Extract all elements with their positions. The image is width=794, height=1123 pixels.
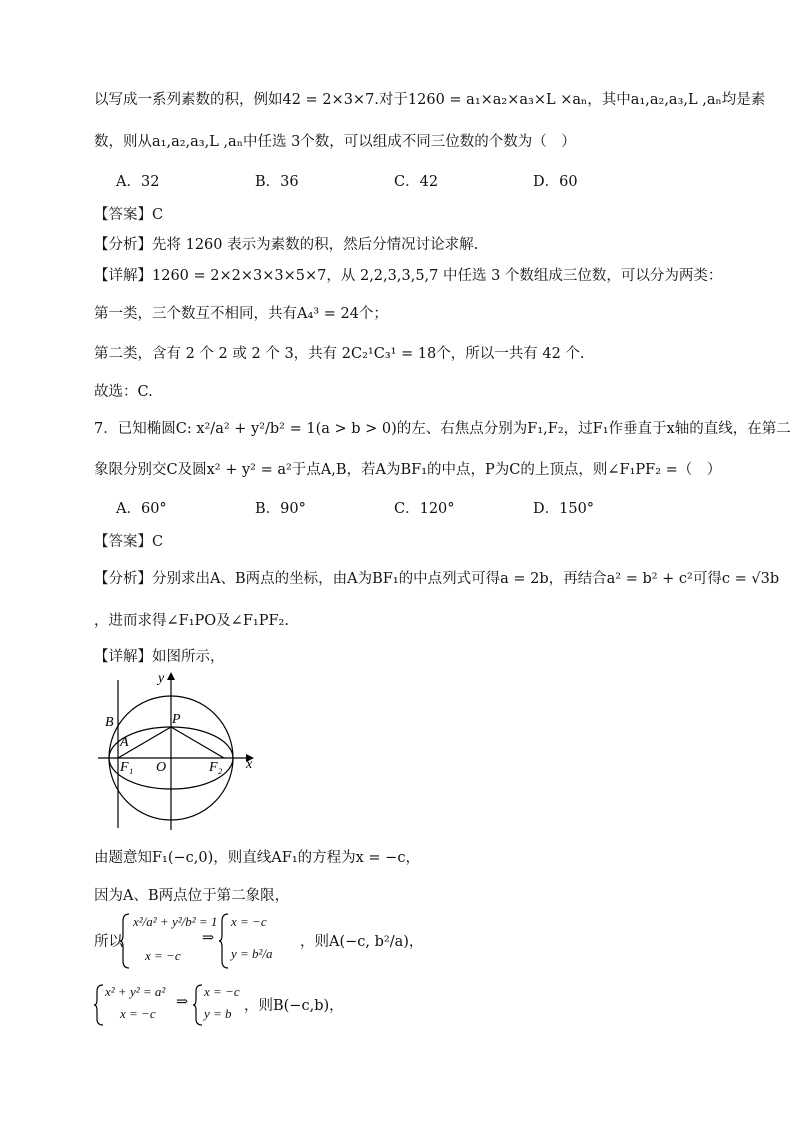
brace-icon: [219, 913, 229, 969]
q6-choice-b: B．36: [255, 174, 299, 190]
q7-text-line-3: 由题意知F₁(−c,0)，则直线AF₁的方程为x = −c，: [94, 850, 420, 866]
q7-choice-b: B．90°: [255, 501, 306, 517]
q7-detail: 【详解】如图所示，: [94, 649, 225, 665]
q6-choose: 故选：C.: [94, 384, 153, 400]
label-a: A: [120, 735, 129, 750]
q7-system-2-result: ，则B(−c,b)，: [244, 998, 344, 1014]
q6-analysis: 【分析】先将 1260 表示为素数的积，然后分情况讨论求解.: [94, 237, 479, 253]
q7-analysis-line-1: 【分析】分别求出A、B两点的坐标，由A为BF₁的中点列式可得a = 2b，再结合a² = b² + c²可得c = √3b: [94, 571, 780, 587]
segment-p-f2: [171, 727, 224, 758]
label-y: y: [158, 671, 165, 686]
q7-text-line-4: 因为A、B两点位于第二象限，: [94, 888, 290, 904]
q7-system-2-res-1: x = −c: [204, 984, 240, 999]
q7-analysis-line-2: ，进而求得∠F₁PO及∠F₁PF₂.: [94, 613, 289, 629]
q7-choices: [116, 497, 672, 518]
q6-choice-d: D．60: [533, 174, 578, 190]
q7-choice-a: A．60°: [116, 501, 167, 517]
q6-case-2: 第二类，含有 2 个 2 或 2 个 3，共有 2C₂¹C₃¹ = 18个，所以一共有 42 个.: [94, 346, 585, 362]
q7-choice-d: D．150°: [533, 501, 595, 517]
q7-choice-c: C．120°: [394, 501, 455, 517]
q7-text-line-1: 7．已知椭圆C: x²/a² + y²/b² = 1(a > b > 0)的左、右焦点分别为F₁,F₂，过F₁作垂直于x轴的直线，在第二: [94, 421, 791, 437]
q7-system-1-eq-2: x = −c: [145, 948, 181, 963]
q6-detail: 【详解】1260 = 2×2×3×3×5×7，从 2,2,3,3,5,7 中任选 3 个数组成三位数，可以分为两类：: [94, 268, 723, 284]
q7-system-1-res-2: y = b²/a: [231, 946, 273, 961]
label-x: x: [246, 757, 253, 772]
brace-icon: [193, 984, 203, 1026]
q6-choice-a: A．32: [116, 174, 160, 190]
ellipse-circle-figure: [96, 668, 266, 833]
q7-system-1-result: ，则A(−c, b²/a)，: [300, 934, 424, 950]
q6-choices: [116, 170, 672, 191]
q7-system-2-eq-1: x² + y² = a²: [105, 984, 166, 999]
q7-system-1-res-1: x = −c: [231, 914, 267, 929]
implies-arrow-1: ⇒: [202, 930, 215, 946]
label-o: O: [156, 760, 167, 775]
q6-case-1: 第一类，三个数互不相同，共有A₄³ = 24个；: [94, 306, 388, 322]
q7-text-line-2: 象限分别交C及圆x² + y² = a²于点A,B，若A为BF₁的中点，P为C的上顶点，则∠F₁PF₂ =（ ）: [94, 462, 722, 478]
q7-system-2-eq-2: x = −c: [120, 1006, 156, 1021]
brace-icon: [94, 984, 104, 1026]
label-f2: F₂: [209, 760, 223, 775]
q7-system-1-eq-1: x²/a² + y²/b² = 1: [133, 914, 218, 929]
q6-answer: 【答案】C: [94, 207, 164, 223]
label-b: B: [105, 715, 114, 730]
q7-system-1-prefix: 所以: [94, 934, 123, 950]
implies-arrow-2: ⇒: [176, 994, 189, 1010]
q6-text-line-1: 以写成一系列素数的积，例如42 = 2×3×7.对于1260 = a₁×a₂×a₃×L ×aₙ，其中a₁,a₂,a₃,L ,aₙ均是素: [94, 92, 766, 108]
q7-system-2-res-2: y = b: [204, 1006, 232, 1021]
label-p: P: [172, 712, 181, 727]
label-f1: F₁: [120, 760, 134, 775]
q6-choice-c: C．42: [394, 174, 439, 190]
brace-icon: [120, 913, 130, 969]
q6-text-line-2: 数，则从a₁,a₂,a₃,L ,aₙ中任选 3个数，可以组成不同三位数的个数为（ ）: [94, 134, 576, 150]
q7-answer: 【答案】C: [94, 534, 164, 550]
y-axis-arrow: [167, 672, 175, 680]
